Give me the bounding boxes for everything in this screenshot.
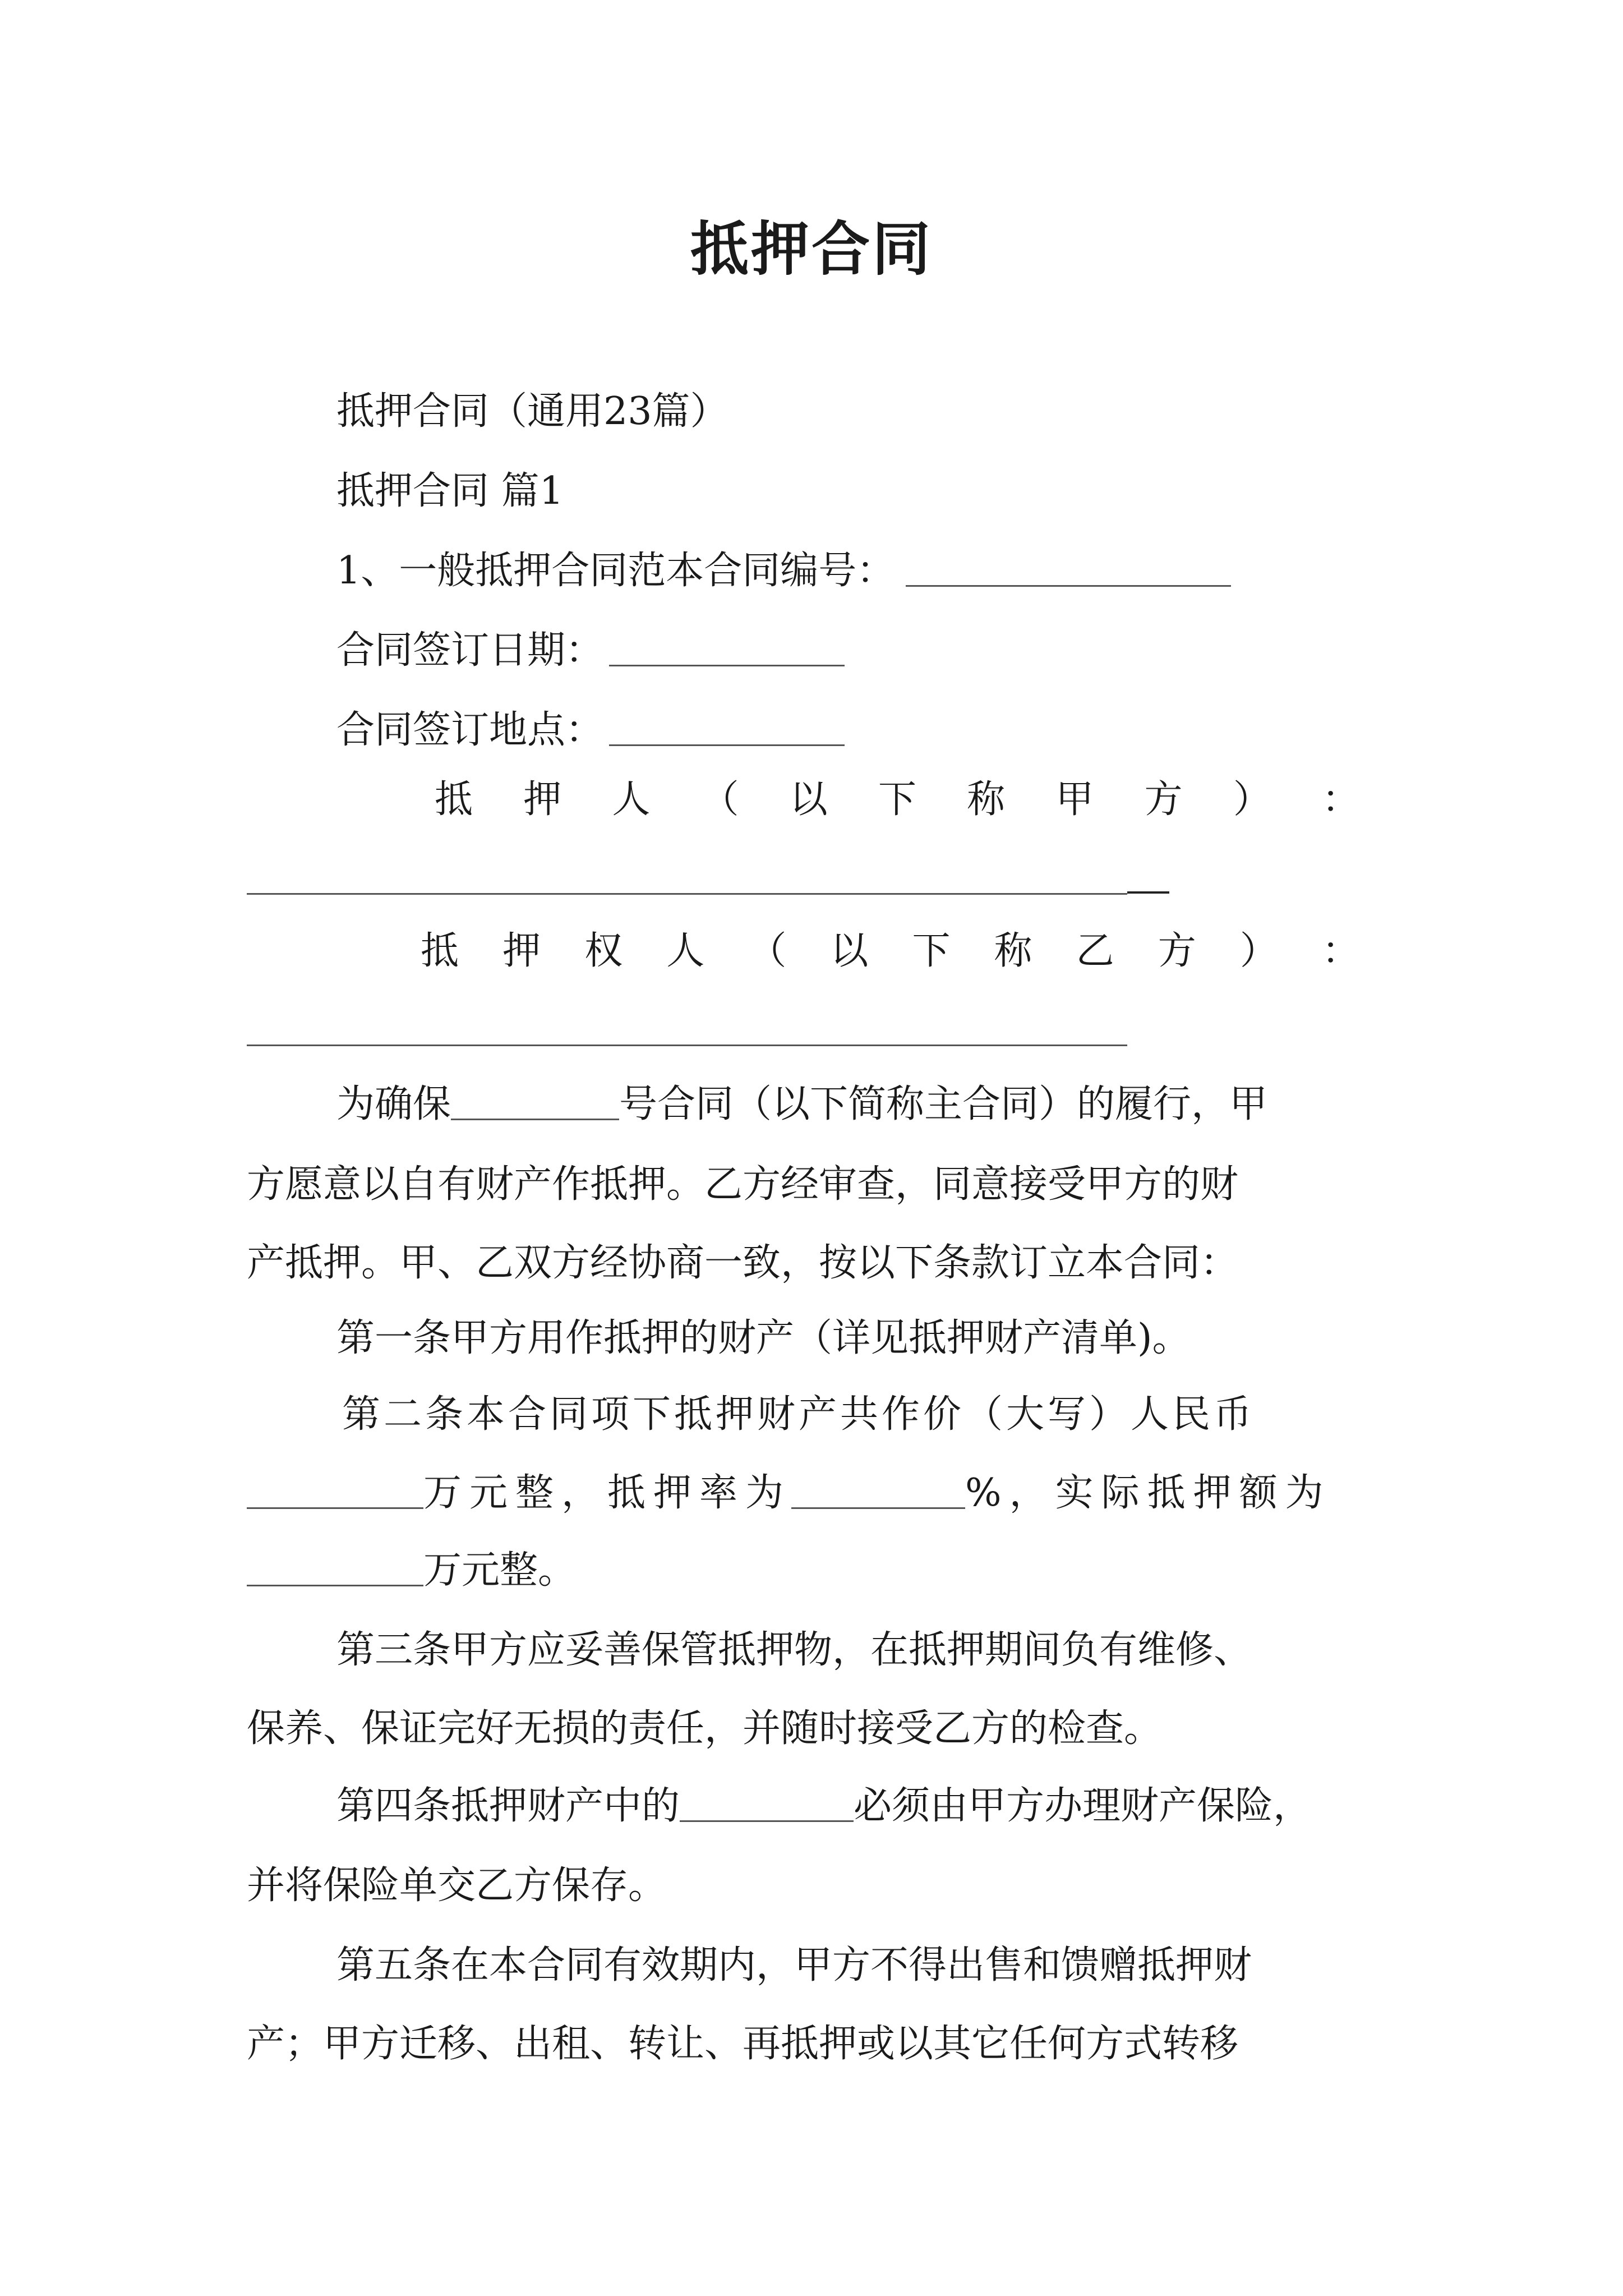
article-1: 第一条甲方用作抵押的财产（详见抵押财产清单)。 — [336, 1316, 1191, 1360]
party-a-char: 人 — [612, 777, 651, 822]
article-4-line-1 — [336, 1784, 1312, 1828]
party-b-char: 称 — [994, 929, 1032, 973]
party-b-char: ） — [1239, 929, 1278, 973]
party-a-char: 押 — [523, 777, 562, 822]
sign-date-blank — [609, 664, 845, 666]
party-b-char: 下 — [912, 929, 951, 973]
text-run: 第四条抵押财产中的 — [336, 1784, 680, 1828]
party-a-char: ： — [1321, 777, 1360, 822]
text-run: 为确保 — [336, 1082, 451, 1126]
contract-number-row — [336, 549, 1231, 593]
party-a-char: 下 — [878, 777, 916, 822]
party-a-dash — [1127, 891, 1169, 894]
article-2-line-1: 第二条本合同项下抵押财产共作价（大写）人民币 — [342, 1392, 1256, 1437]
party-b-char: 押 — [502, 929, 541, 973]
party-b-char: （ — [748, 929, 787, 973]
party-b-char: 权 — [584, 929, 623, 973]
document-subtitle: 抵押合同（通用23篇） — [336, 389, 728, 434]
party-a-blank — [247, 893, 1127, 895]
party-b-char: 抵 — [421, 929, 459, 973]
party-a-char: 甲 — [1055, 777, 1094, 822]
party-b-char: 人 — [666, 929, 705, 973]
article-5-line-1: 第五条在本合同有效期内，甲方不得出售和馈赠抵押财 — [336, 1943, 1252, 1987]
party-b-char: ： — [1321, 929, 1360, 973]
party-b-char: 方 — [1158, 929, 1196, 973]
contract-no-blank — [451, 1118, 619, 1120]
article-2-line-3 — [247, 1548, 577, 1593]
sign-place-blank — [609, 744, 845, 746]
party-b-blank — [247, 1045, 1127, 1046]
document-title: 抵押合同 — [690, 214, 933, 283]
party-b-char: 以 — [830, 929, 869, 973]
sign-place-row — [336, 708, 845, 752]
article-3-line-2: 保养、保证完好无损的责任，并随时接受乙方的检查。 — [247, 1706, 1163, 1751]
sign-date-row — [336, 628, 845, 673]
contract-number-label: 1、一般抵押合同范本合同编号： — [336, 549, 895, 593]
article-5-line-2: 产；甲方迁移、出租、转让、再抵押或以其它任何方式转移 — [247, 2022, 1239, 2066]
party-b-label — [421, 929, 1360, 973]
amount-blank — [247, 1584, 423, 1586]
party-a-char: 抵 — [435, 777, 473, 822]
rate-blank — [791, 1507, 965, 1509]
article-2-line-2 — [247, 1471, 1331, 1515]
party-a-char: ） — [1233, 777, 1271, 822]
article-4-line-2: 并将保险单交乙方保存。 — [247, 1864, 667, 1908]
contract-number-blank — [906, 585, 1231, 587]
text-run: 万元整。 — [423, 1548, 577, 1593]
section-heading: 抵押合同 篇1 — [336, 469, 564, 513]
paragraph-1-line-2: 方愿意以自有财产作抵押。乙方经审查，同意接受甲方的财 — [247, 1162, 1239, 1207]
party-a-char: 以 — [789, 777, 828, 822]
party-a-char: （ — [700, 777, 739, 822]
article-3-line-1: 第三条甲方应妥善保管抵押物，在抵押期间负有维修、 — [336, 1628, 1252, 1672]
paragraph-1-line-3: 产抵押。甲、乙双方经协商一致，按以下条款订立本合同： — [247, 1241, 1239, 1285]
party-a-char: 方 — [1144, 777, 1183, 822]
party-a-label — [435, 777, 1360, 822]
sign-place-label: 合同签订地点： — [336, 708, 604, 752]
text-run: 必须由甲方办理财产保险， — [854, 1784, 1312, 1828]
text-run: 万元整，抵押率为 — [423, 1471, 792, 1515]
valuation-blank — [247, 1507, 423, 1509]
sign-date-label: 合同签订日期： — [336, 628, 604, 673]
paragraph-1-line-1 — [336, 1082, 1268, 1126]
text-run: %，实际抵押额为 — [965, 1471, 1331, 1515]
insured-item-blank — [680, 1820, 854, 1822]
text-run: 号合同（以下简称主合同）的履行，甲 — [619, 1082, 1268, 1126]
party-a-char: 称 — [967, 777, 1006, 822]
party-b-char: 乙 — [1076, 929, 1114, 973]
